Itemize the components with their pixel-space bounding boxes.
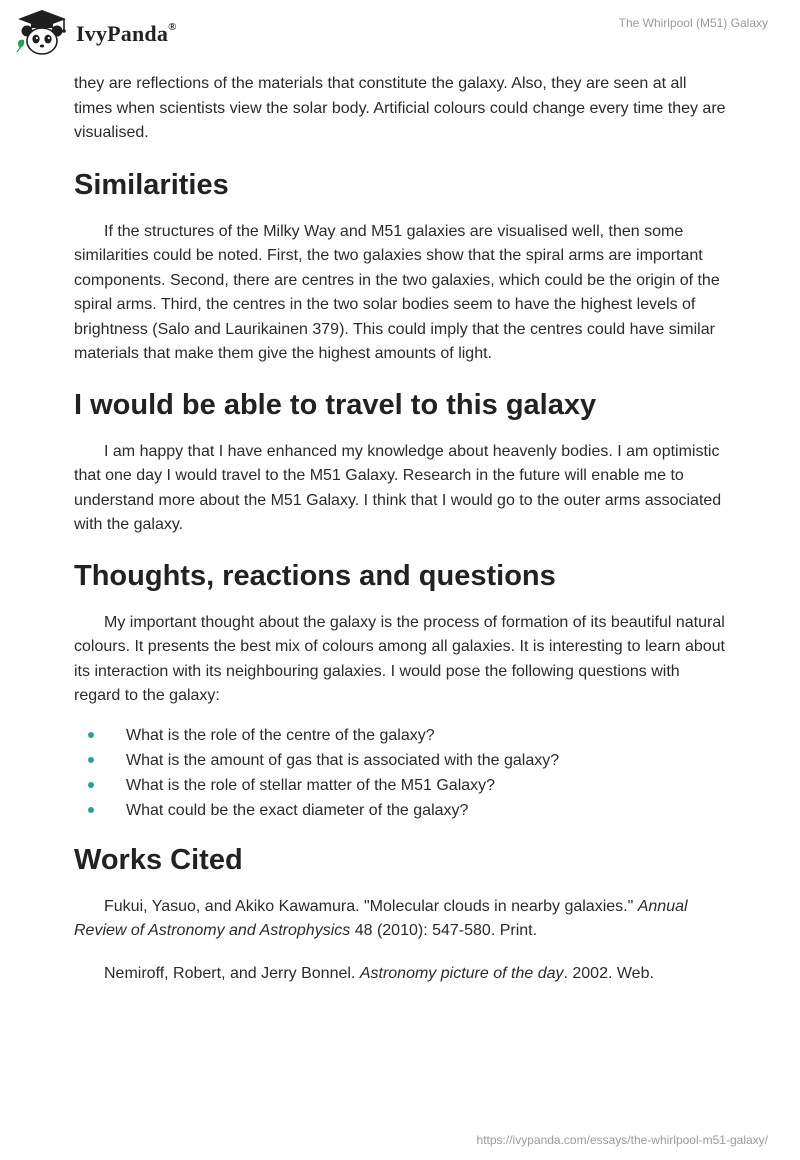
- similarities-paragraph: If the structures of the Milky Way and M51 galaxies are visualised well, then some similarities could be noted. First, the two galaxies show that the spiral arms are important components. Second, there are centres in the two galaxies, which could be the origin of the spiral arms. Third, the centres in the two solar bodies seem to have the highest levels of brightness (Salo and Laurikainen 379). This could imply that the centres could have similar materials that make them give the highest amounts of light.: [74, 222, 720, 362]
- brand-logo-link[interactable]: [14, 8, 177, 58]
- citation-entry: Fukui, Yasuo, and Akiko Kawamura. "Molecular clouds in nearby galaxies." Annual Review of Astronomy and Astrophysics 48 (2010): 547-580. Print.: [74, 897, 688, 939]
- essay-content: [74, 72, 726, 986]
- page-header: [0, 0, 800, 70]
- bullet-icon: [88, 807, 94, 813]
- list-item: [74, 723, 726, 748]
- brand-name: IvyPanda®: [76, 20, 177, 46]
- panda-graduate-icon: [14, 8, 70, 58]
- bullet-icon: [88, 782, 94, 788]
- question-text: What is the role of stellar matter of the M51 Galaxy?: [126, 776, 496, 794]
- section-heading-similarities: Similarities: [74, 168, 229, 201]
- questions-list: [74, 723, 726, 823]
- intro-paragraph: they are reflections of the materials that constitute the galaxy. Also, they are seen at all times when scientists view the solar body. Artificial colours could change every time they are visualised.: [74, 75, 726, 141]
- list-item: [74, 798, 726, 823]
- bullet-icon: [88, 732, 94, 738]
- citation-journal-title: Annual Review of Astronomy and Astrophysics: [74, 897, 688, 939]
- bullet-icon: [88, 757, 94, 763]
- list-item: [74, 773, 726, 798]
- document-title: The Whirlpool (M51) Galaxy: [618, 16, 768, 30]
- question-text: What could be the exact diameter of the galaxy?: [126, 801, 469, 819]
- section-heading-thoughts: Thoughts, reactions and questions: [74, 559, 556, 592]
- citation-work-title: Astronomy picture of the day: [359, 964, 564, 982]
- thoughts-paragraph: My important thought about the galaxy is the process of formation of its beautiful natural colours. It presents the best mix of colours among all galaxies. It is interesting to learn about its interaction with its neighbouring galaxies. I would pose the following questions with regard to the galaxy:: [74, 613, 725, 704]
- question-text: What is the amount of gas that is associated with the galaxy?: [126, 751, 560, 769]
- list-item: [74, 748, 726, 773]
- registered-mark: ®: [168, 20, 177, 33]
- citation-entry: Nemiroff, Robert, and Jerry Bonnel. Astronomy picture of the day. 2002. Web.: [104, 964, 654, 982]
- question-text: What is the role of the centre of the galaxy?: [126, 726, 435, 744]
- travel-paragraph: I am happy that I have enhanced my knowledge about heavenly bodies. I am optimistic that one day I would travel to the M51 Galaxy. Research in the future will enable me to understand more about the M51 Galaxy. I think that I would go to the outer arms associated with the galaxy.: [74, 442, 722, 533]
- section-heading-travel: I would be able to travel to this galaxy: [74, 388, 597, 421]
- section-heading-works-cited: Works Cited: [74, 843, 243, 876]
- source-url-link[interactable]: https://ivypanda.com/essays/the-whirlpool-m51-galaxy/: [476, 1133, 768, 1147]
